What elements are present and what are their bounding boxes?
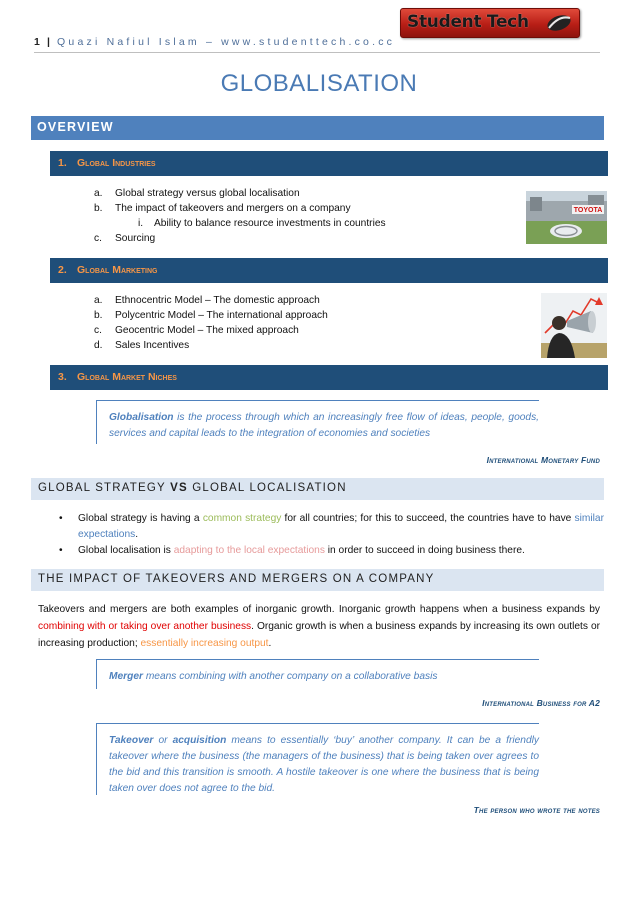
quote-text: means to essentially ‘buy’ another company. It can be a friendly takeover where the business (the managers of the business) that is being taken over agrees to the bid and this transition is smooth. A hostile takeover is one where the business that is being taken over does not agree to the bid. <box>109 735 539 794</box>
section-label: Global Marketing <box>77 264 158 276</box>
quote-attribution: International Monetary Fund <box>486 455 600 465</box>
section-number: 2. <box>58 264 67 276</box>
bullet-item: • Global localisation is adapting to the local expectations in order to succeed in doing business there. <box>58 543 604 559</box>
quote-text: is the process through which an increasingly free flow of ideas, people, goods, services and capital leads to the integration of economies and societies <box>109 412 539 439</box>
quote-term: Merger <box>109 671 143 682</box>
strategy-bullets <box>58 511 604 559</box>
toyota-plant-image <box>526 191 607 244</box>
section-global-industries <box>50 151 608 176</box>
swoosh-mark-icon <box>545 13 573 33</box>
header-author-site: Quazi Nafiul Islam – www.studenttech.co.cc <box>57 36 396 48</box>
merger-definition-quote <box>96 659 539 689</box>
logo-text: Student Tech <box>407 12 529 32</box>
quote-term: acquisition <box>172 735 227 746</box>
strategy-heading: GLOBAL STRATEGY VS GLOBAL LOCALISATION <box>31 478 604 500</box>
bullet-icon: • <box>59 545 63 556</box>
quote-term: Globalisation <box>109 412 174 423</box>
quote-attribution: The person who wrote the notes <box>473 805 600 815</box>
globalisation-definition-quote <box>96 400 539 444</box>
quote-attribution: International Business for A2 <box>482 698 600 708</box>
toyota-sign-text: TOYOTA <box>573 207 603 214</box>
section-label: Global Industries <box>77 157 156 169</box>
section-number: 1. <box>58 157 67 169</box>
section-global-marketing <box>50 258 608 283</box>
impact-heading: THE IMPACT OF TAKEOVERS AND MERGERS ON A COMPANY <box>31 569 604 591</box>
document-title: GLOBALISATION <box>220 70 418 97</box>
overview-heading: OVERVIEW <box>31 116 604 140</box>
student-tech-logo <box>400 8 580 38</box>
bullet-item: • Global strategy is having a common strategy for all countries; for this to succeed, the countries have to have similar expectations. <box>59 513 604 540</box>
quote-term: Takeover <box>109 735 154 746</box>
section-label: Global Market Niches <box>77 371 177 383</box>
takeover-definition-quote: Takeover or acquisition means to essentially ‘buy’ another company. It can be a friendly takeover where the business (the managers of the business) that is being taken over agrees to the bid and this transition is smooth. A hostile takeover is one where the business that is being taken over does not agree to the bid. <box>96 723 539 795</box>
page-number: 1 <box>34 36 41 48</box>
megaphone-man-image <box>541 293 607 358</box>
section-number: 3. <box>58 371 67 383</box>
header-separator: | <box>46 36 51 48</box>
bullet-icon: • <box>59 513 63 524</box>
megaphone-man-photo <box>541 293 607 358</box>
section-global-market-niches <box>50 365 608 390</box>
toyota-plant-photo <box>526 191 607 244</box>
running-header <box>34 36 395 48</box>
header-rule <box>34 52 600 53</box>
quote-text: means combining with another company on a collaborative basis <box>142 671 438 682</box>
impact-paragraph: Takeovers and mergers are both examples of inorganic growth. Inorganic growth happens when a business expands by combining with or taking over another business. Organic growth is when a business expands by increasing its own outlets or increasing production; essentially increasing output. <box>38 604 600 649</box>
